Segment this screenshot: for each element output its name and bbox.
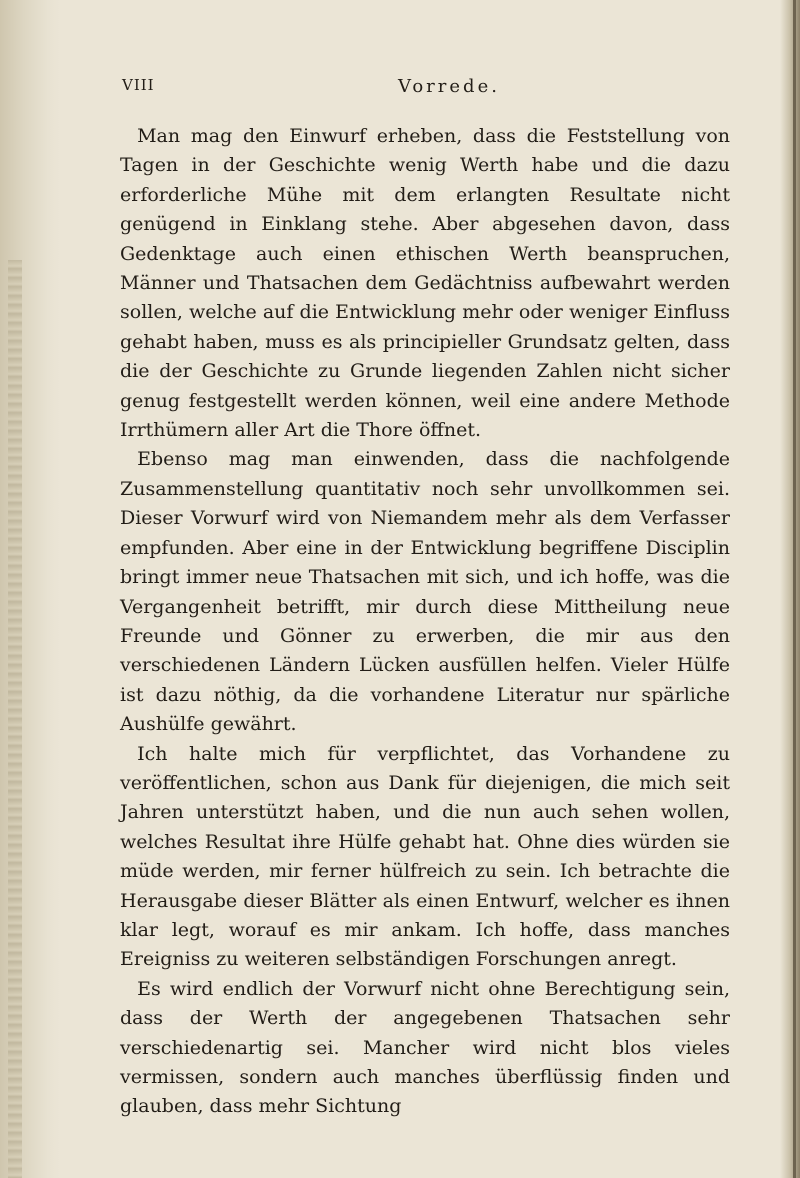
running-head <box>120 76 730 104</box>
body-text <box>120 122 730 1122</box>
paragraph-3: Ich halte mich für verpflichtet, das Vorhandene zu veröffentlichen, schon aus Dank für diejenigen, die mich seit Jahren unterstützt haben, und die nun auch sehen wollen, welches Resultat ihre Hülfe gehabt hat. Ohne dies würden sie müde werden, mir ferner hülfreich zu sein. Ich betrachte die Herausgabe dieser Blätter als einen Entwurf, welcher es ihnen klar legt, worauf es mir ankam. Ich hoffe, dass manches Ereigniss zu weiteren selbständigen Forschungen anregt. <box>120 742 730 971</box>
paragraph-4: Es wird endlich der Vorwurf nicht ohne Berechtigung sein, dass der Werth der angegebenen Thatsachen sehr verschiedenartig sei. Mancher wird nicht blos vieles vermissen, sondern auch manches überflüssig finden und glauben, dass mehr Sichtung <box>120 977 730 1118</box>
running-title: Vorrede. <box>398 76 500 97</box>
page-edge <box>780 0 800 1178</box>
book-page <box>120 76 730 1122</box>
binding-shadow <box>0 0 60 1178</box>
paragraph-2: Ebenso mag man einwenden, dass die nachfolgende Zusammenstellung quantitativ noch sehr unvollkommen sei. Dieser Vorwurf wird von Niemandem mehr als dem Verfasser empfunden. Aber eine in der Entwicklung begriffene Disciplin bringt immer neue Thatsachen mit sich, und ich hoffe, was die Vergangenheit betrifft, mir durch diese Mittheilung neue Freunde und Gönner zu erwerben, die mir aus den verschiedenen Ländern Lücken ausfüllen helfen. Vieler Hülfe ist dazu nöthig, da die vorhandene Literatur nur spärliche Aushülfe gewährt. <box>120 448 730 736</box>
paragraph-1: Man mag den Einwurf erheben, dass die Feststellung von Tagen in der Geschichte wenig Werth habe und die dazu erforderliche Mühe mit dem erlangten Resultate nicht genügend in Einklang stehe. Aber abgesehen davon, dass Gedenktage auch einen ethischen Werth beanspruchen, Männer und Thatsachen dem Gedächtniss aufbewahrt werden sollen, welche auf die Entwicklung mehr oder weniger Einfluss gehabt haben, muss es als principieller Grundsatz gelten, dass die der Geschichte zu Grunde liegenden Zahlen nicht sicher genug festgestellt werden können, weil eine andere Methode Irrthümern aller Art die Thore öffnet. <box>120 125 730 442</box>
page-number: VIII <box>122 76 155 94</box>
